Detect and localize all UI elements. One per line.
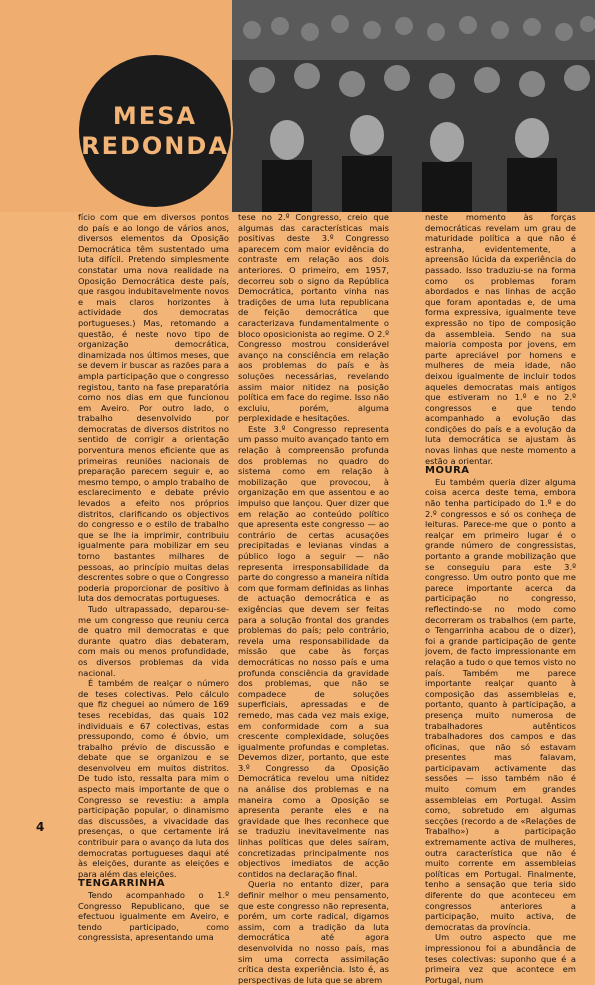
column-3: [425, 212, 576, 985]
paragraph: Eu também queria dizer alguma coisa acerca deste tema, embora não tenha participado do 1.º e do 2.º congressos e só os conheça de leituras. Parece-me que o ponto a realçar em primeiro lugar é o grande número de congressistas, portanto a grande mobilização que se conseguiu para este 3.º congresso. Um outro ponto que me parece importante acerca da participação no congresso, reflectindo-se no modo como decorreram os trabalhos (em parte, o Tengarrinha acabou de o dizer), foi a grande participação de gente jovem, de facto impressionante em relação a tudo o que temos visto no país. Também me parece importante realçar quanto à composição das assembleias e, portanto, quanto à participação, a presença muito numerosa de trabalhadores autênticos trabalhadores dos campos e das oficinas, que não só estavam presentes mas falavam, participavam activamente das sessões — isso também não é muito comum em grandes assembleias em Portugal. Assim como, sobretudo em algumas secções (recordo a de «Relações de Trabalho») a participação extremamente activa de mulheres, outra característica que não é muito corrente em assembleias políticas em Portugal. Finalmente, tenho a sensação que teria sido diferente do que aconteceu em congressos anteriores a participação, muito activa, de democratas da província.: [425, 476, 576, 932]
paragraph: tese no 2.º Congresso, creio que algumas das características mais positivas deste 3.º Congresso aparecem com maior evidência do contraste em relação aos dois anteriores. O primeiro, em 1957, decorreu sob o signo da República Democrática, portanto vinha nas tradições de uma luta republicana de feição democrática que caracterizava fundamentalmente o bloco oposicionista ao regime. O 2.º Congresso mostrou considerável avanço na consciência em relação aos problemas do país e às soluções necessárias, revelando assim maior nitidez na posição política em face do regime. Isso não excluiu, porém, alguma perplexidade e hesitações.: [238, 212, 389, 424]
badge-title-line2: REDONDA: [81, 132, 229, 160]
paragraph: Este 3.º Congresso representa um passo muito avançado tanto em relação à compreensão profunda dos problemas no quadro do sistema como em relação à mobilização que provocou, à organização em que assentou e ao impulso que lançou. Quer dizer que em relação ao conteúdo político que apresenta este congresso — ao contrário de certas acusações precipitadas e levianas vindas a público logo a seguir — não representa irresponsabilidade da parte do congresso a maneira nítida com que formam definidas as linhas de actuação democrática e as exigências que devem ser feitas para a solução frontal dos grandes problemas do país; pelo contrário, revela uma responsabilidade da missão que cabe às forças democráticas no nosso país e uma profunda consciência da gravidade dos problemas, que não se compadece de soluções superficiais, apressadas e de remedo, mas cada vez mais exige, em conformidade com a sua crescente complexidade, soluções igualmente profundas e completas. Devemos dizer, portanto, que este 3.º Congresso da Oposição Democrática revelou uma nitidez na análise dos problemas e na maneira como a Oposição se apresenta perante eles e na gravidade que lhes reconhece que se traduziu inevitavelmente nas linhas políticas que deles saíram, concretizadas principalmente nos objectivos imediatos de acção contidos na declaração final.: [238, 423, 389, 879]
speaker-heading: MOURA: [425, 465, 470, 477]
paragraph: neste momento às forças democráticas revelam um grau de maturidade política a que não é estranha, evidentemente, a apreensão lúcida da experiência do passado. Isso traduziu-se na forma como os problemas foram abordados e nas linhas de acção que foram apontadas e, de uma forma expressiva, igualmente teve expressão no tipo de composição da assembleia. Sendo na sua maioria composta por jovens, em parte apreciável por homens e mulheres de meia idade, não deixou igualmente de incluir todos aqueles democratas mais antigos que estiveram no 1.º e no 2.º congressos e que tendo acompanhado a evolução das condições do país e a evolução da luta democrática se ajustam às novas linhas que neste momento a estão a orientar.: [425, 212, 576, 466]
paragraph: Queria no entanto dizer, para definir melhor o meu pensamento, que este congresso não representa, porém, um corte radical, digamos assim, com a tradição da luta democrática até agora desenvolvida no nosso país, mas sim uma correcta assimilação crítica desta experiência. Isto é, as perspectivas de luta que se abrem: [238, 879, 389, 985]
column-1: [78, 212, 229, 943]
paragraph: Um outro aspecto que me impressionou foi a abundância de teses colectivas: suponho que é a primeira vez que acontece em Portugal, num: [425, 932, 576, 985]
page-number: 4: [36, 820, 45, 834]
paragraph: Tudo ultrapassado, deparou-se-me um congresso que reuniu cerca de quatro mil democratas e que durante quatro dias debateram, com mais ou menos profundidade, os diversos problemas da vida nacional.: [78, 603, 229, 678]
paragraph: Tendo acompanhado o 1.º Congresso Republicano, que se efectuou igualmente em Aveiro, e tendo participado, como congressista, apresentando uma: [78, 890, 229, 943]
section-badge: [77, 53, 233, 209]
speaker-heading: TENGARRINHA: [78, 878, 166, 890]
badge-title-line1: MESA: [112, 102, 198, 130]
crowd-image: [232, 0, 595, 212]
crowd-photo: [232, 0, 595, 212]
paragraph: fício com que em diversos pontos do país e ao longo de vários anos, diversos elementos da Oposição Democrática têm sustentado uma luta difícil. Pretendo simplesmente constatar uma nova realidade na Oposição Democrática deste país, que rasgou indubitavelmente novos e mais claros horizontes à actividade dos democratas portugueses.) Mas, retomando a questão, é neste novo tipo de organização democrática, dinamizada nos últimos meses, que se devem ir buscar as razões para a ampla participação que o congresso registou, tanto na fase preparatória como nos dias em que funcionou em Aveiro. Por outro lado, o trabalho desenvolvido por democratas de diversos distritos no sentido de corrigir a orientação porventura menos eficiente que as primeiras reuniões nacionais de preparação parecem seguir e, ao mesmo tempo, o amplo trabalho de esclarecimento e debate prévio levados a efeito nos próprios distritos, clarificando os objectivos do congresso e o estilo de trabalho que se lhe ia imprimir, contribuiu igualmente para mobilizar em seu torno bastantes milhares de pessoas, ao princípio muitas delas descrentes sobre o que o Congresso poderia proporcionar de positivo à luta dos democratas portugueses.: [78, 212, 229, 604]
column-2: [238, 212, 389, 985]
paragraph: É também de realçar o número de teses colectivas. Pelo cálculo que fiz cheguei ao número de 169 teses recebidas, das quais 102 individuais e 67 colectivas, estas pressupondo, como é óbvio, um trabalho prévio de discussão e debate que se organizou e se desenvolveu em muitos distritos. De tudo isto, ressalta para mim o aspecto mais importante de que o Congresso se revestiu: a ampla participação popular, o dinamismo das discussões, a vivacidade das presenças, o que certamente irá contribuir para o avanço da luta dos democratas portugueses daqui até às eleições, durante as eleições e para além das eleições.: [78, 678, 229, 879]
